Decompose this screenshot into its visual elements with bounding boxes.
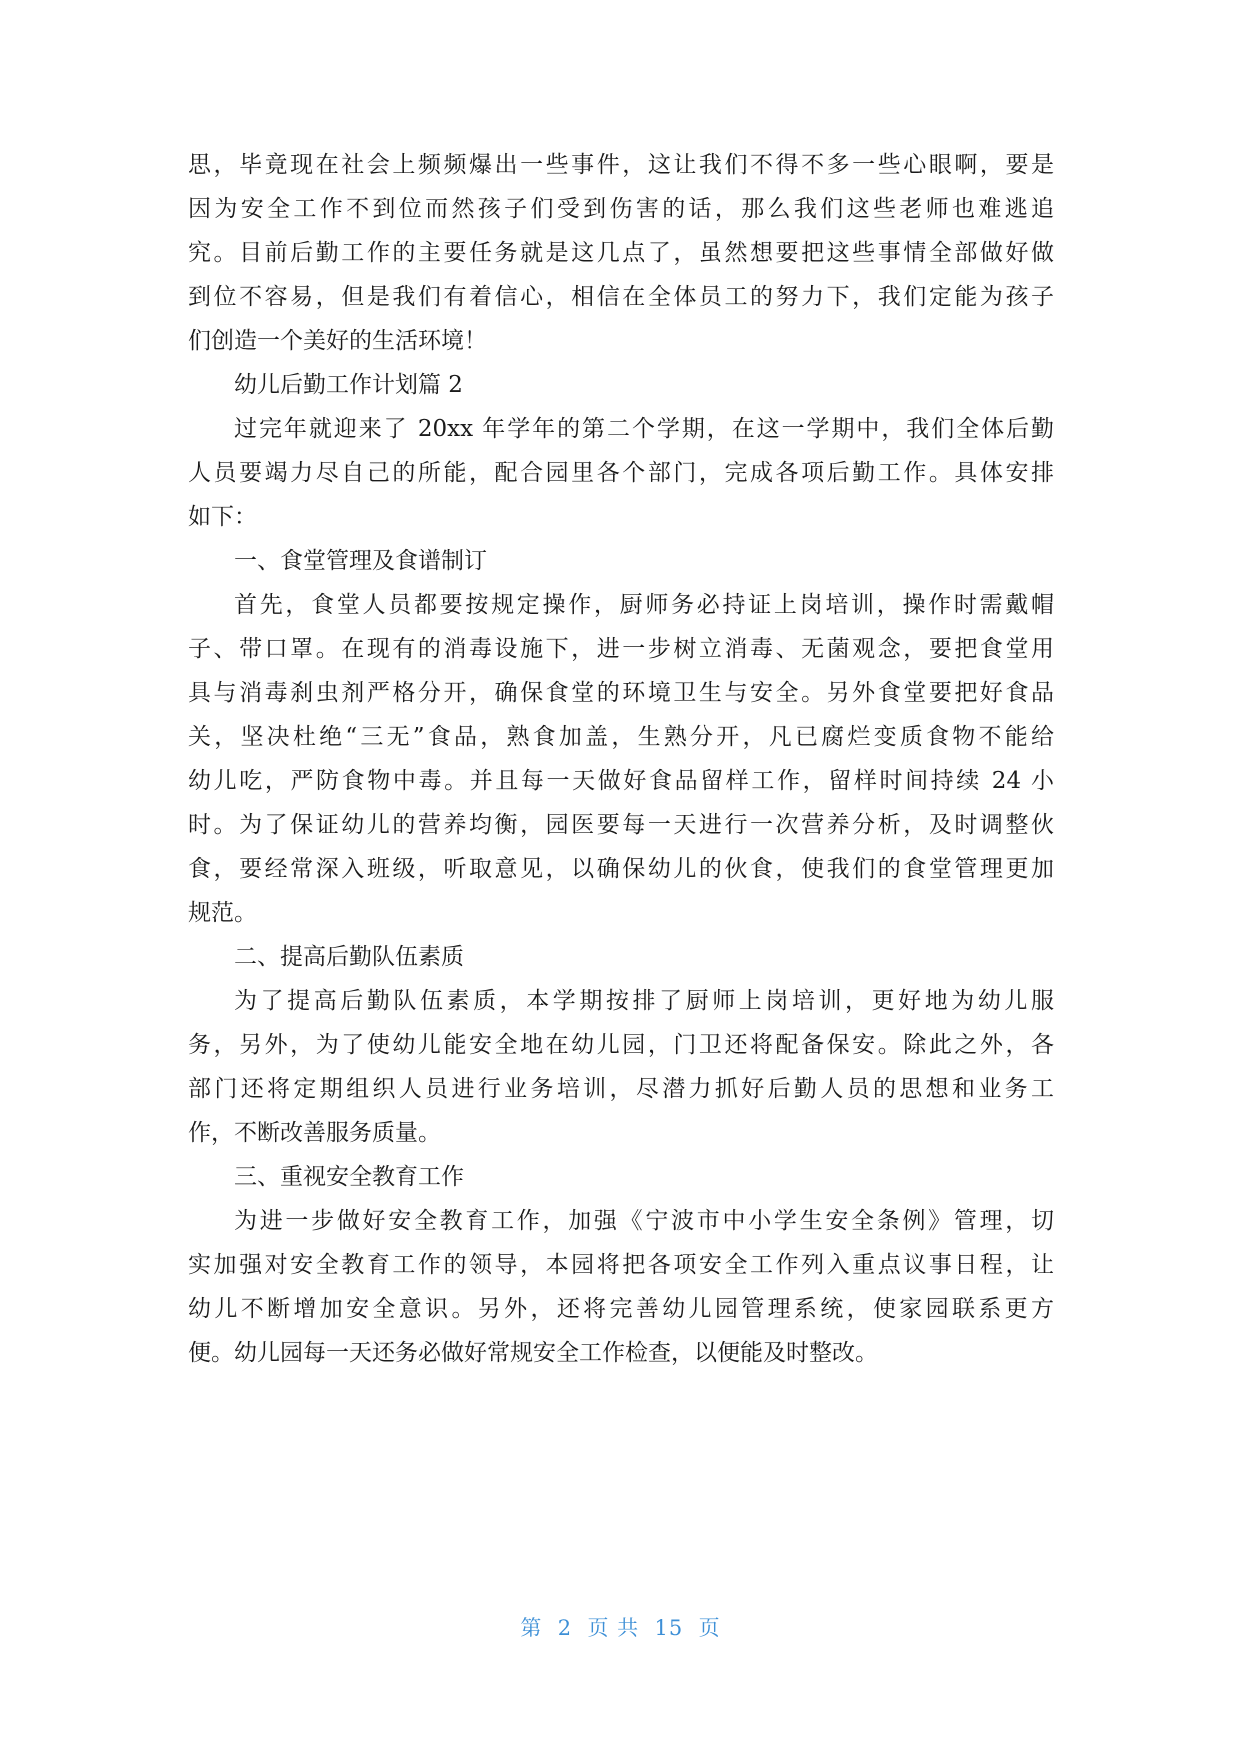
text-line: 具与消毒刹虫剂严格分开，确保食堂的环境卫生与安全。另外食堂要把好食品	[188, 680, 1054, 706]
text-line: 因为安全工作不到位而然孩子们受到伤害的话，那么我们这些老师也难逃追	[188, 196, 1054, 222]
text-line: 关，坚决杜绝“三无”食品，熟食加盖，生熟分开，凡已腐烂变质食物不能给	[188, 724, 1054, 750]
text-line: 便。幼儿园每一天还务必做好常规安全工作检查，以便能及时整改。	[188, 1340, 878, 1366]
text-line: 时。为了保证幼儿的营养均衡，园医要每一天进行一次营养分析，及时调整伙	[188, 812, 1054, 838]
paragraph-first-line: 为了提高后勤队伍素质，本学期按排了厨师上岗培训，更好地为幼儿服	[234, 988, 1054, 1014]
text-line: 到位不容易，但是我们有着信心，相信在全体员工的努力下，我们定能为孩子	[188, 284, 1054, 310]
text-line: 规范。	[188, 900, 257, 926]
section-heading: 二、提高后勤队伍素质	[234, 944, 464, 970]
text-line: 究。目前后勤工作的主要任务就是这几点了，虽然想要把这些事情全部做好做	[188, 240, 1054, 266]
text-line: 幼儿吃，严防食物中毒。并且每一天做好食品留样工作，留样时间持续 24 小	[188, 768, 1054, 794]
section-heading: 一、食堂管理及食谱制订	[234, 548, 487, 574]
text-line: 如下：	[188, 504, 257, 530]
section-heading: 三、重视安全教育工作	[234, 1164, 464, 1190]
page-number-footer: 第 2 页 共 15 页	[520, 1616, 721, 1640]
text-line: 作，不断改善服务质量。	[188, 1120, 441, 1146]
paragraph-first-line: 过完年就迎来了 20xx 年学年的第二个学期，在这一学期中，我们全体后勤	[234, 416, 1054, 442]
text-line: 食，要经常深入班级，听取意见，以确保幼儿的伙食，使我们的食堂管理更加	[188, 856, 1054, 882]
text-line: 务，另外，为了使幼儿能安全地在幼儿园，门卫还将配备保安。除此之外，各	[188, 1032, 1054, 1058]
text-line: 子、带口罩。在现有的消毒设施下，进一步树立消毒、无菌观念，要把食堂用	[188, 636, 1054, 662]
text-line: 部门还将定期组织人员进行业务培训，尽潜力抓好后勤人员的思想和业务工	[188, 1076, 1054, 1102]
text-line: 们创造一个美好的生活环境！	[188, 328, 487, 354]
text-line: 思，毕竟现在社会上频频爆出一些事件，这让我们不得不多一些心眼啊，要是	[188, 152, 1054, 178]
paragraph-first-line: 首先，食堂人员都要按规定操作，厨师务必持证上岗培训，操作时需戴帽	[234, 592, 1054, 618]
text-line: 实加强对安全教育工作的领导，本园将把各项安全工作列入重点议事日程，让	[188, 1252, 1054, 1278]
section-title: 幼儿后勤工作计划篇 2	[234, 372, 463, 398]
text-line: 幼儿不断增加安全意识。另外，还将完善幼儿园管理系统，使家园联系更方	[188, 1296, 1054, 1322]
text-line: 人员要竭力尽自己的所能，配合园里各个部门，完成各项后勤工作。具体安排	[188, 460, 1054, 486]
paragraph-first-line: 为进一步做好安全教育工作，加强《宁波市中小学生安全条例》管理，切	[234, 1208, 1054, 1234]
